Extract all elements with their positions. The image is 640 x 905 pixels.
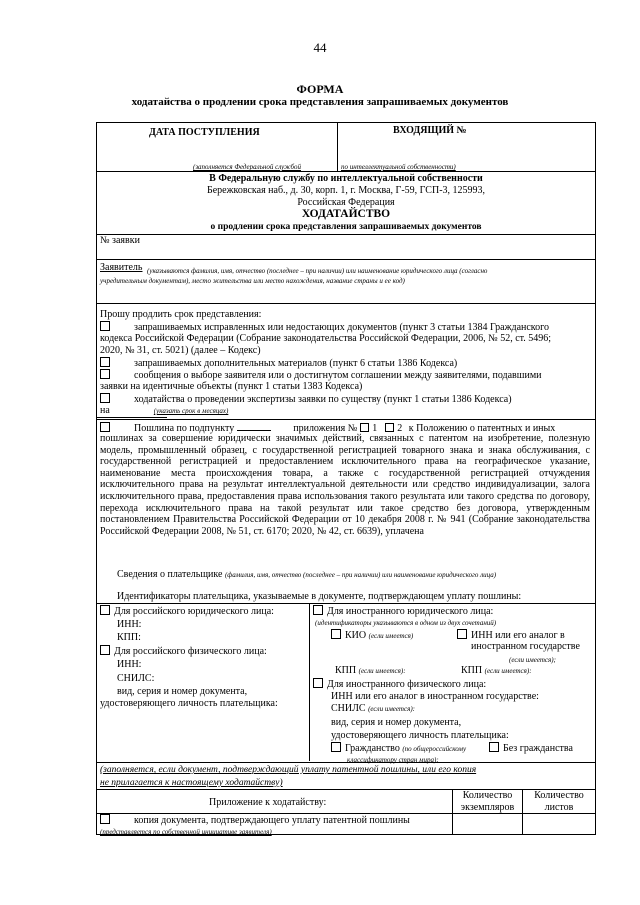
ru-person-snils: СНИЛС: [117,673,155,684]
applicant-note-2: учредительным документам), место жительства или место нахождения, название страны и ее код) [100,277,405,285]
page-number: 44 [313,40,327,55]
checkbox[interactable] [100,393,110,403]
foreign-person-snils: СНИЛС (если имеется): [331,703,415,714]
date-received-label: ДАТА ПОСТУПЛЕНИЯ [149,127,260,138]
checkbox[interactable] [489,742,499,752]
foreign-person-option[interactable]: Для иностранного физического лица: [313,678,486,691]
extension-intro: Прошу продлить срок представления: [100,309,262,320]
no-citizenship-option[interactable]: Без гражданства [489,742,573,755]
ru-person-doc-l2: удостоверяющего личность плательщика: [100,698,278,709]
copies-header-l2: экземпляров [460,802,515,813]
checkbox[interactable] [100,814,110,824]
annex-1-checkbox[interactable] [360,423,369,432]
payer-ids-heading: Идентификаторы плательщика, указываемые в документе, подтверждающем уплату пошлины: [117,591,522,602]
checkbox[interactable] [457,629,467,639]
petition-title: ХОДАТАЙСТВО [301,208,391,220]
checkbox[interactable] [331,629,341,639]
option-corrected-docs[interactable]: запрашиваемых исправленных или недостающих документов (пункт 3 статьи 1384 Гражданского [100,321,549,334]
form-subtitle: ходатайства о продлении срока представления запрашиваемых документов [131,96,509,108]
intake-divider [337,123,338,171]
ru-legal-option[interactable]: Для российского юридического лица: [100,605,274,618]
checkbox[interactable] [100,369,110,379]
kpp-left: КПП (если имеется): [335,665,406,676]
classifier-note: классификатору стран мира): [347,756,439,764]
addressee-line2: Бережковская наб., д. 30, корп. 1, г. Москва, Г-59, ГСП-3, 125993, [206,185,486,196]
option-applicant-choice[interactable]: сообщения о выборе заявителя или о достигнутом соглашении между заявителями, подавшими [100,369,542,382]
option-applicant-choice-l2: заявки на идентичные объекты (пункт 1 статьи 1383 Кодекса) [100,381,363,392]
intake-note-right: по интеллектуальной собственности) [341,163,456,171]
incoming-number-label: ВХОДЯЩИЙ № [393,125,467,136]
fee-body: пошлинах за совершение юридически значимых действий, связанных с патентом на изобретение, полезную модель, промышленный образец, с государственной регистрацией товарного знака и знака обслуживания, с государственной регистрацией и предоставлением исключительного права на географическое указание, наименование места происхождения товара, а также с государственной регистрацией отчуждения исключительного права на результат интеллектуальной деятельности или средство индивидуализации, залога исключительного права, предоставления права использования такого результата или такого средства по договору, перехода исключительного права на такой результат или такое средство без договора, утвержденным постановлением Правительства Российской Федерации от 10 декабря 2008 г. № 941 (Собрание законодательства Российской Федерации 2008, № 51, ст. 6170; 2020, № 42, ст. 6639), уплачена [100,433,590,537]
ru-person-doc-l1: вид, серия и номер документа, [117,686,248,697]
checkbox[interactable] [100,422,110,432]
copies-header-l1: Количество [462,790,513,801]
attachments-label: Приложение к ходатайству: [209,797,327,808]
checkbox[interactable] [313,678,323,688]
payer-info: Сведения о плательщике (фамилия, имя, отчество (последнее – при наличии) или наименование юридического лица) [117,569,497,580]
checkbox[interactable] [100,357,110,367]
kio-option[interactable]: КИО (если имеется) [331,629,413,642]
checkbox[interactable] [100,605,110,615]
fill-note-l2: не прилагается к настоящему ходатайству) [100,778,283,788]
citizenship-option[interactable]: Гражданство (по общероссийскому [331,742,466,755]
ru-person-inn: ИНН: [117,659,142,670]
checkbox[interactable] [100,645,110,655]
ru-legal-kpp: КПП: [117,632,141,643]
applicant-label: Заявитель [100,262,143,273]
term-line: на (указать срок в месяцах) [100,405,229,416]
intake-note-left: (заполняется Федеральной службой [193,163,301,171]
inn-analog-note: (если имеется); [509,656,556,664]
foreign-person-doc-l2: удостоверяющего личность плательщика: [331,730,509,741]
inn-analog-option[interactable]: ИНН или его аналог в [457,629,565,642]
ru-legal-inn: ИНН: [117,619,142,630]
foreign-person-inn: ИНН или его аналог в иностранном государстве: [331,691,539,702]
addressee-line3: Российская Федерация [297,197,395,208]
sheets-header-l2: листов [544,802,574,813]
option-corrected-docs-l2: кодекса Российской Федерации (Собрание законодательства Российской Федерации, 2006, № 52, ст. 5496; [100,333,552,344]
fee-first-line: Пошлина по подпункту приложения № 1 2 к Положению о патентных и иных [100,421,555,435]
foreign-legal-option[interactable]: Для иностранного юридического лица: [313,605,493,618]
kpp-right: КПП (если имеется): [461,665,532,676]
form-frame [96,122,596,835]
option-examination-request[interactable]: ходатайства о проведении экспертизы заявки по существу (пункт 1 статьи 1386 Кодекса) [100,393,512,406]
attachment-fee-copy[interactable]: копия документа, подтверждающего уплату патентной пошлины [100,814,410,827]
annex-2-checkbox[interactable] [385,423,394,432]
foreign-person-doc-l1: вид, серия и номер документа, [331,717,462,728]
addressee-line1: В Федеральную службу по интеллектуальной собственности [209,173,483,184]
option-additional-materials[interactable]: запрашиваемых дополнительных материалов (пункт 6 статьи 1386 Кодекса) [100,357,457,370]
sheets-header-l1: Количество [534,790,584,801]
foreign-legal-note: (идентификаторы указываются в одном из двух сочетаний) [315,619,497,627]
checkbox[interactable] [331,742,341,752]
petition-subtitle: о продлении срока представления запрашиваемых документов [210,222,482,232]
application-number-label: № заявки [100,235,140,246]
ru-person-option[interactable]: Для российского физического лица: [100,645,267,658]
applicant-note-1: (указываются фамилия, имя, отчество (последнее – при наличии) или наименование юридического лица (согласно [147,267,488,275]
option-corrected-docs-l3: 2020, № 31, ст. 5021) (далее – Кодекс) [100,345,261,356]
fill-note-l1: (заполняется, если документ, подтверждающий уплату патентной пошлины, или его копия [100,765,477,775]
checkbox[interactable] [100,321,110,331]
attachment-fee-copy-note: (представляется по собственной инициативе заявителя) [100,828,272,836]
form-title: ФОРМА [296,82,344,96]
inn-analog-l2: иностранном государстве [471,641,580,652]
checkbox[interactable] [313,605,323,615]
subparagraph-field[interactable] [237,421,271,431]
